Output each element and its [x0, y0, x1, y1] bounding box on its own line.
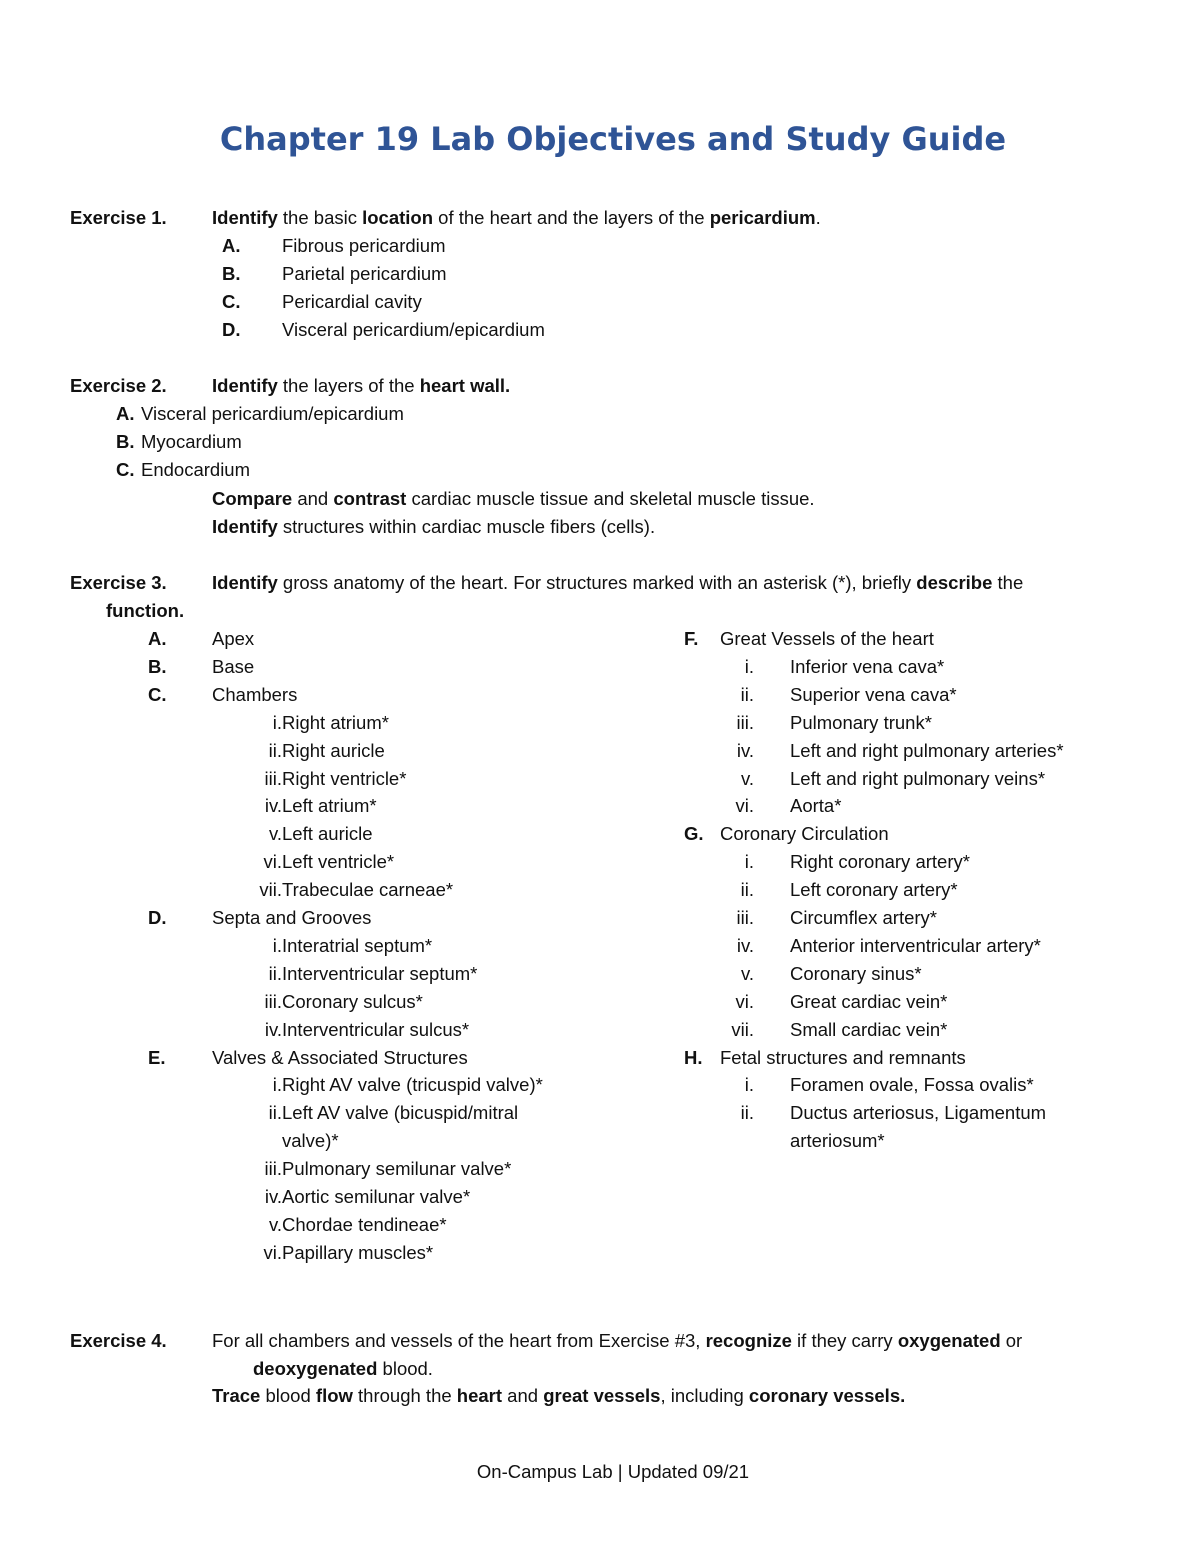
- text-run: and: [502, 1385, 544, 1406]
- page-footer: On-Campus Lab | Updated 09/21: [476, 1461, 750, 1482]
- text-run: the basic: [277, 207, 363, 228]
- list-item: Parietal pericardium: [282, 263, 447, 284]
- bold-text: Identify: [212, 375, 278, 396]
- bold-text: Identify: [212, 207, 278, 228]
- outline-heading: Valves & Associated Structures: [212, 1046, 468, 1068]
- bold-text: pericardium: [709, 207, 816, 228]
- outline-subitem: Superior vena cava*: [790, 683, 957, 705]
- exercise-4-label: Exercise 4.: [70, 1330, 167, 1351]
- text-run: or: [1000, 1330, 1023, 1351]
- exercise-2-text: [212, 377, 510, 396]
- outline-subitem: Foramen ovale, Fossa ovalis*: [790, 1074, 1034, 1096]
- text-run: through the: [352, 1385, 457, 1406]
- roman-numeral: iii.: [736, 711, 754, 733]
- outline-marker: G.: [684, 823, 704, 845]
- roman-numeral: iii.: [736, 907, 754, 928]
- text-run: gross anatomy of the heart. For structures marked with an asterisk (*), briefly: [277, 572, 917, 593]
- roman-numeral: iv.: [736, 739, 754, 761]
- outline-subitem: Anterior interventricular artery*: [790, 934, 1041, 956]
- list-item: Fibrous pericardium: [282, 235, 446, 256]
- outline-subitem-cont: arteriosum*: [790, 1130, 885, 1152]
- bold-text: function.: [106, 600, 185, 621]
- outline-subitem: Right coronary artery*: [790, 851, 970, 873]
- roman-numeral: ii.: [740, 879, 754, 901]
- roman-numeral: iv.: [264, 1186, 282, 1207]
- bold-text: location: [362, 207, 434, 228]
- outline-subitem: Left and right pulmonary arteries*: [790, 739, 1064, 761]
- outline-marker: F.: [684, 628, 699, 649]
- outline-subitem: Left coronary artery*: [790, 879, 958, 901]
- outline-subitem: Left auricle: [282, 823, 373, 845]
- roman-numeral: vi.: [263, 851, 282, 873]
- bold-text: oxygenated: [897, 1330, 1001, 1351]
- roman-numeral: i.: [744, 655, 754, 677]
- outline-heading: Great Vessels of the heart: [720, 628, 934, 649]
- text-run: if they carry: [791, 1330, 898, 1351]
- roman-numeral: i.: [744, 1074, 754, 1096]
- roman-numeral: iv.: [264, 1018, 282, 1040]
- outline-subitem: Ductus arteriosus, Ligamentum: [790, 1102, 1047, 1124]
- list-marker: A.: [222, 235, 241, 256]
- roman-numeral: iv.: [264, 795, 282, 817]
- exercise-1-text: [212, 209, 821, 228]
- roman-numeral: vii.: [259, 879, 282, 901]
- outline-subitem: Aorta*: [790, 795, 842, 817]
- roman-numeral: v.: [268, 1213, 282, 1235]
- bold-text: Identify: [212, 572, 278, 593]
- outline-heading: Coronary Circulation: [720, 823, 889, 845]
- text-run: cardiac muscle tissue and skeletal muscle tissue.: [406, 488, 815, 509]
- exercise-1-label: Exercise 1.: [70, 207, 167, 228]
- outline-subitem: Interventricular septum*: [282, 962, 478, 984]
- exercise-4-recognize-cont: [253, 1360, 433, 1379]
- bold-text: describe: [916, 572, 993, 593]
- outline-heading: Fetal structures and remnants: [720, 1046, 966, 1068]
- list-item: Pericardial cavity: [282, 291, 422, 312]
- outline-subitem-cont: valve)*: [282, 1130, 339, 1152]
- outline-marker: C.: [148, 683, 167, 705]
- roman-numeral: ii.: [268, 739, 282, 761]
- outline-marker: B.: [148, 655, 167, 677]
- bold-text: heart wall.: [419, 375, 511, 396]
- outline-subitem: Small cardiac vein*: [790, 1018, 948, 1040]
- outline-subitem: Right auricle: [282, 739, 385, 761]
- outline-subitem: Right atrium*: [282, 711, 389, 733]
- outline-subitem: Left AV valve (bicuspid/mitral: [282, 1102, 519, 1124]
- roman-numeral: i.: [272, 711, 282, 733]
- roman-numeral: i.: [272, 1074, 282, 1096]
- outline-marker: E.: [148, 1046, 166, 1068]
- text-run: and: [292, 488, 334, 509]
- roman-numeral: iii.: [264, 1158, 282, 1180]
- text-run: the layers of the: [277, 375, 420, 396]
- outline-subitem: Coronary sulcus*: [282, 990, 423, 1012]
- roman-numeral: v.: [740, 767, 754, 789]
- outline-subitem: Left and right pulmonary veins*: [790, 767, 1046, 789]
- roman-numeral: v.: [268, 823, 282, 845]
- bold-text: deoxygenated: [253, 1358, 378, 1379]
- text-run: structures within cardiac muscle fibers (cells).: [277, 516, 656, 537]
- text-run: .: [815, 207, 821, 228]
- outline-subitem: Interventricular sulcus*: [282, 1018, 470, 1040]
- text-run: the: [992, 572, 1024, 593]
- list-marker: A.: [116, 403, 135, 424]
- roman-numeral: ii.: [740, 1102, 754, 1124]
- list-marker: C.: [222, 291, 241, 312]
- outline-subitem: Papillary muscles*: [282, 1241, 434, 1263]
- list-item: Endocardium: [141, 459, 251, 480]
- outline-heading: Apex: [212, 628, 255, 649]
- outline-subitem: Trabeculae carneae*: [282, 879, 454, 901]
- exercise-2-label: Exercise 2.: [70, 375, 167, 396]
- list-item: Myocardium: [141, 431, 242, 452]
- outline-marker: H.: [684, 1046, 703, 1068]
- roman-numeral: ii.: [268, 1102, 282, 1124]
- list-item: Visceral pericardium/epicardium: [282, 319, 545, 340]
- outline-marker: D.: [148, 907, 167, 928]
- list-item: Visceral pericardium/epicardium: [141, 403, 404, 424]
- bold-text: great vessels: [543, 1385, 661, 1406]
- outline-heading: Base: [212, 655, 255, 677]
- bold-text: contrast: [333, 488, 407, 509]
- outline-subitem: Coronary sinus*: [790, 962, 922, 984]
- roman-numeral: vi.: [735, 795, 754, 817]
- exercise-4-recognize: [212, 1332, 1022, 1351]
- roman-numeral: iv.: [736, 934, 754, 956]
- outline-subitem: Pulmonary semilunar valve*: [282, 1158, 512, 1180]
- roman-numeral: i.: [272, 934, 282, 956]
- text-run: blood: [260, 1385, 316, 1406]
- outline-subitem: Aortic semilunar valve*: [282, 1186, 471, 1207]
- outline-heading: Chambers: [212, 683, 298, 705]
- bold-text: coronary vessels.: [748, 1385, 906, 1406]
- exercise-2-compare: [212, 490, 815, 509]
- text-run: of the heart and the layers of the: [433, 207, 710, 228]
- roman-numeral: iii.: [264, 767, 282, 789]
- exercise-3-label: Exercise 3.: [70, 572, 167, 593]
- outline-heading: Septa and Grooves: [212, 907, 372, 928]
- outline-subitem: Right ventricle*: [282, 767, 407, 789]
- outline-subitem: Left atrium*: [282, 795, 377, 817]
- text-run: , including: [660, 1385, 749, 1406]
- page-title: Chapter 19 Lab Objectives and Study Guide: [219, 120, 1007, 158]
- roman-numeral: vi.: [735, 990, 754, 1012]
- roman-numeral: v.: [740, 962, 754, 984]
- exercise-3-text: [212, 574, 1023, 593]
- bold-text: Compare: [212, 488, 293, 509]
- exercise-2-identify: [212, 518, 655, 537]
- outline-subitem: Inferior vena cava*: [790, 655, 945, 677]
- outline-subitem: Left ventricle*: [282, 851, 395, 873]
- bold-text: recognize: [705, 1330, 792, 1351]
- outline-subitem: Interatrial septum*: [282, 934, 433, 956]
- list-marker: B.: [116, 431, 135, 452]
- list-marker: C.: [116, 459, 135, 480]
- bold-text: Identify: [212, 516, 278, 537]
- exercise-3-text-cont: [106, 602, 184, 621]
- roman-numeral: iii.: [264, 990, 282, 1012]
- outline-marker: A.: [148, 628, 167, 649]
- bold-text: heart: [456, 1385, 503, 1406]
- roman-numeral: ii.: [740, 683, 754, 705]
- list-marker: B.: [222, 263, 241, 284]
- list-marker: D.: [222, 319, 241, 340]
- outline-subitem: Circumflex artery*: [790, 907, 937, 928]
- roman-numeral: i.: [744, 851, 754, 873]
- outline-subitem: Great cardiac vein*: [790, 990, 948, 1012]
- outline-subitem: Chordae tendineae*: [282, 1213, 447, 1235]
- text-run: For all chambers and vessels of the heart from Exercise #3,: [212, 1330, 706, 1351]
- bold-text: flow: [315, 1385, 353, 1406]
- roman-numeral: ii.: [268, 962, 282, 984]
- roman-numeral: vii.: [731, 1018, 754, 1040]
- bold-text: Trace: [212, 1385, 261, 1406]
- outline-subitem: Right AV valve (tricuspid valve)*: [282, 1074, 543, 1096]
- text-run: blood.: [377, 1358, 433, 1379]
- exercise-4-trace: [212, 1387, 905, 1406]
- roman-numeral: vi.: [263, 1241, 282, 1263]
- outline-subitem: Pulmonary trunk*: [790, 711, 932, 733]
